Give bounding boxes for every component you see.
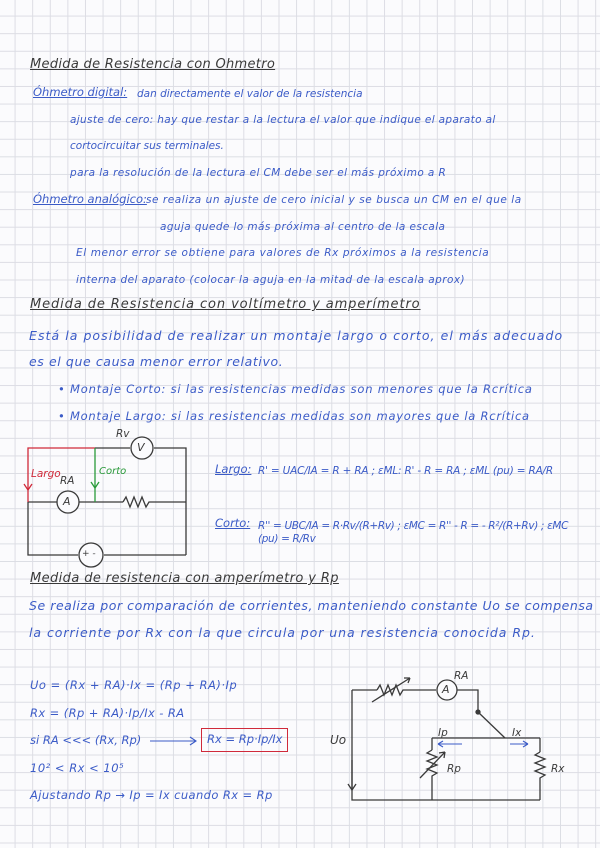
analog-term: Óhmetro analógico:: [33, 192, 147, 206]
equation-rx: Rx = (Rp + RA)·Ip/Ix - RA: [30, 706, 185, 720]
section2-intro-line2: es el que causa menor error relativo.: [29, 354, 284, 369]
corto-formula: R'' = UBC/IA = R·Rv/(R+Rv) ; εMC = R'' - R = - R²/(R+Rv) ; εMC (pu) = R/Rv: [258, 520, 569, 545]
error-line2: interna del aparato (colocar la aguja en la mitad de la escala aprox): [76, 274, 466, 286]
largo-formula: R' = UAC/IA = R + RA ; εML: R' - R = RA ; εML (pu) = RA/R: [258, 465, 553, 477]
rx-label: Rx: [551, 763, 565, 775]
ip-label: Ip: [438, 727, 448, 739]
adjusting-line: Ajustando Rp → Ip = Ix cuando Rx = Rp: [30, 788, 273, 802]
montaje-corto-item: • Montaje Corto: si las resistencias medidas son menores que la Rcrítica: [58, 382, 533, 396]
ra2-label: RA: [454, 670, 469, 682]
section1-title: Medida de Resistencia con Ohmetro: [30, 57, 276, 72]
digital-desc: dan directamente el valor de la resistencia: [137, 88, 363, 100]
equation-uo: Uo = (Rx + RA)·Ix = (Rp + RA)·Ip: [30, 678, 238, 692]
ammeter2-symbol: A: [442, 683, 450, 696]
largo-label: Largo: [31, 468, 61, 480]
section3-title: Medida de resistencia con amperímetro y Rp: [30, 571, 339, 586]
uo-label: Uo: [330, 733, 347, 747]
bullet2: para la resolución de la lectura el CM debe ser el más próximo a R: [70, 167, 447, 179]
voltmeter-symbol: V: [137, 441, 145, 454]
rp-label: Rp: [447, 763, 461, 775]
rv-label: Rv: [116, 428, 130, 440]
montaje-largo-item: • Montaje Largo: si las resistencias medidas son mayores que la Rcrítica: [58, 409, 530, 423]
source-symbol: + -: [82, 549, 96, 559]
largo-formula-label: Largo:: [215, 462, 252, 476]
analog-line2: aguja quede lo más próxima al centro de la escala: [160, 221, 446, 233]
corto-label: Corto: [99, 466, 127, 477]
analog-line1: se realiza un ajuste de cero inicial y se busca un CM en el que la: [146, 194, 522, 206]
condition-ra: si RA <<< (Rx, Rp): [30, 733, 142, 747]
error-line1: El menor error se obtiene para valores de Rx próximos a la resistencia: [76, 247, 490, 259]
bullet1-line1: ajuste de cero: hay que restar a la lectura el valor que indique el aparato al: [70, 114, 496, 126]
range-rx: 10² < Rx < 10⁵: [30, 761, 125, 775]
bullet1-line2: cortocircuitar sus terminales.: [70, 140, 224, 152]
ra-label: RA: [60, 475, 75, 487]
ix-label: Ix: [512, 727, 522, 739]
digital-term: Óhmetro digital:: [33, 85, 128, 99]
ammeter-symbol: A: [63, 495, 71, 508]
section3-intro-line2: la corriente por Rx con la que circula por una resistencia conocida Rp.: [29, 625, 536, 640]
section3-intro-line1: Se realiza por comparación de corrientes, manteniendo constante Uo se compensa: [29, 598, 594, 613]
section2-intro-line1: Está la posibilidad de realizar un montaje largo o corto, el más adecuado: [29, 328, 564, 343]
section2-title: Medida de Resistencia con voltímetro y amperímetro: [30, 297, 421, 312]
result-box: Rx = Rp·Ip/Ix: [201, 728, 288, 752]
corto-formula-label: Corto:: [215, 516, 251, 530]
